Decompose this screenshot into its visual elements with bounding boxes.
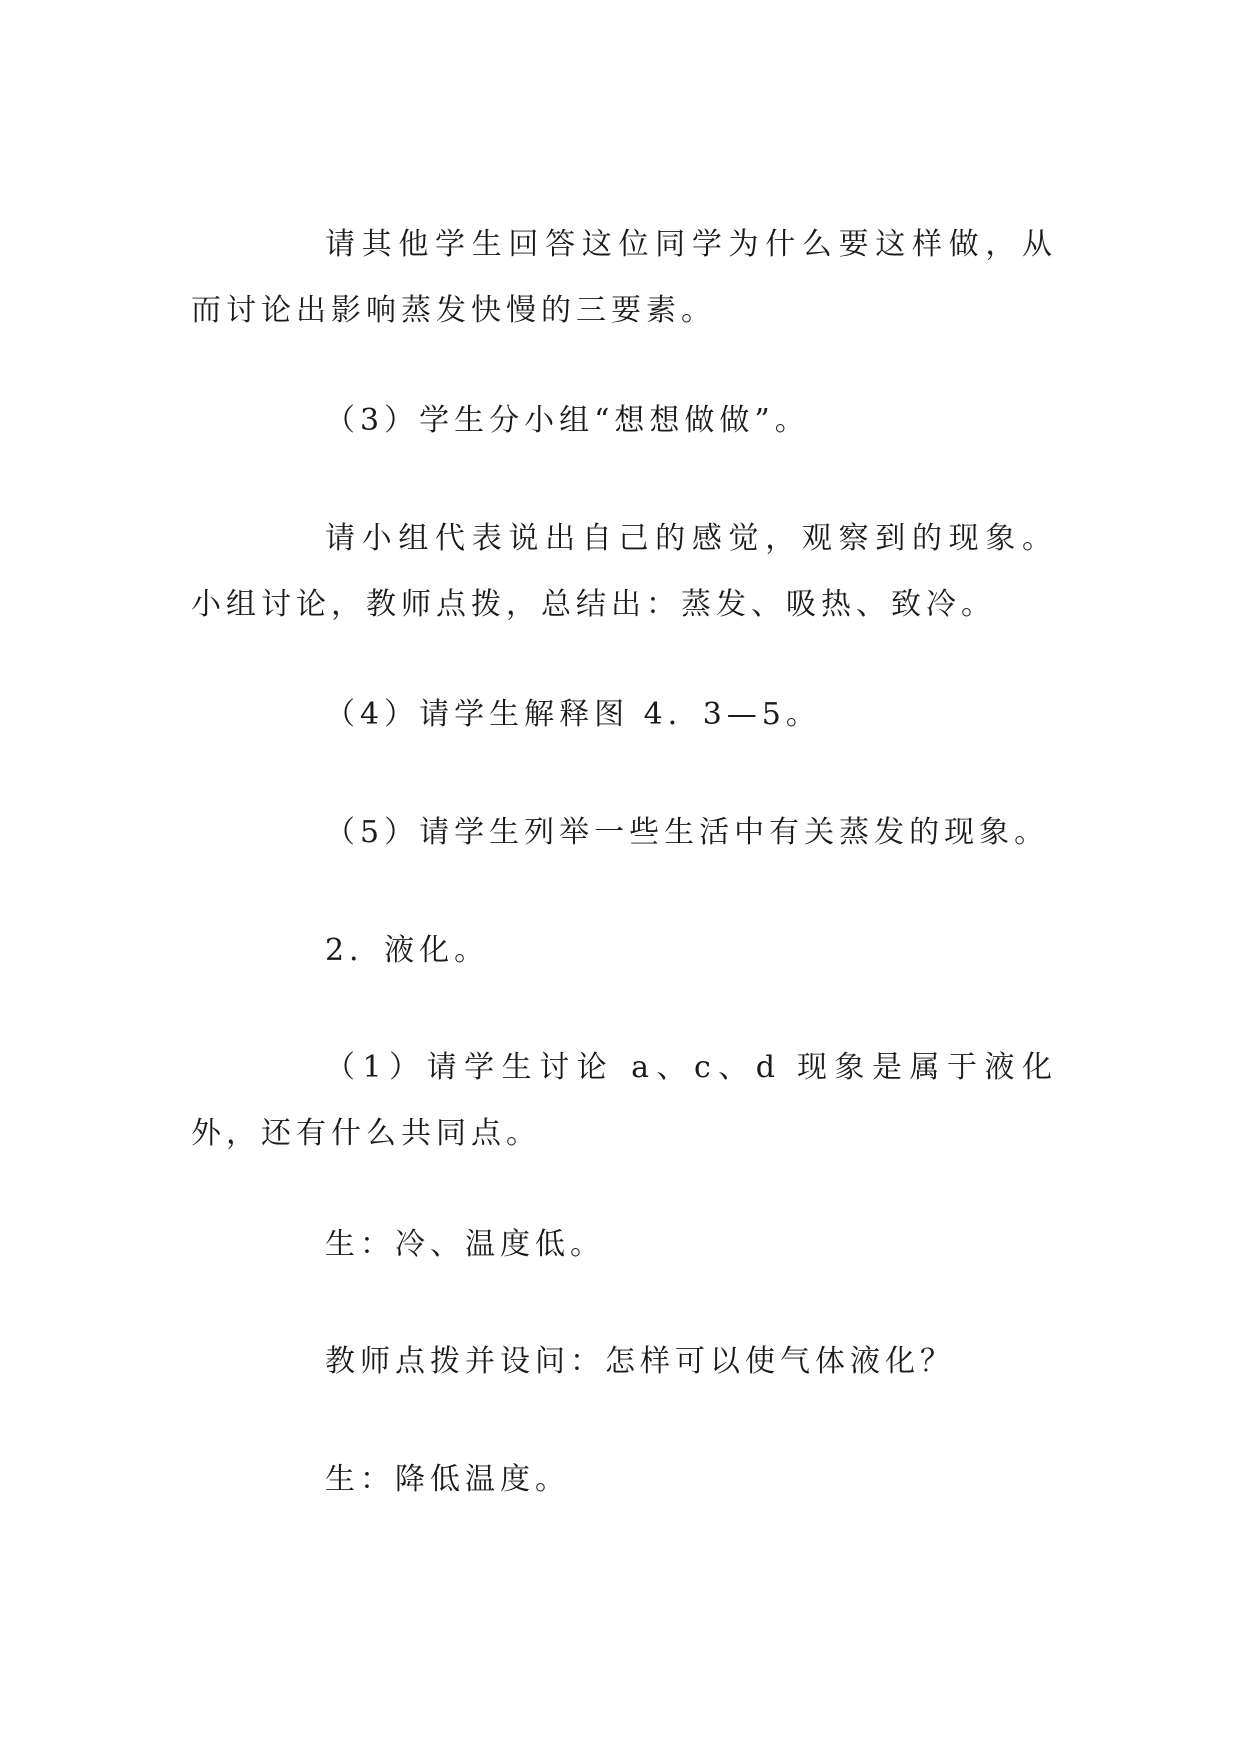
paragraph-4: （4）请学生解释图 4．3—5。 [325, 697, 821, 732]
paragraph-6: 2．液化。 [325, 933, 490, 968]
paragraph-9: 教师点拨并设问：怎样可以使气体液化？ [325, 1344, 955, 1379]
paragraph-5: （5）请学生列举一些生活中有关蒸发的现象。 [325, 815, 1050, 850]
paragraph-1: 请其他学生回答这位同学为什么要这样做，从而讨论出影响蒸发快慢的三要素。 [191, 227, 1057, 328]
paragraph-2: （3）学生分小组“想想做做”。 [325, 403, 810, 438]
paragraph-10: 生：降低温度。 [325, 1462, 570, 1497]
paragraph-3: 请小组代表说出自己的感觉，观察到的现象。小组讨论，教师点拨，总结出：蒸发、吸热、致冷。 [191, 521, 1057, 622]
paragraph-7: （1）请学生讨论 a、c、d 现象是属于液化外，还有什么共同点。 [191, 1050, 1057, 1151]
paragraph-8: 生：冷、温度低。 [325, 1227, 605, 1262]
